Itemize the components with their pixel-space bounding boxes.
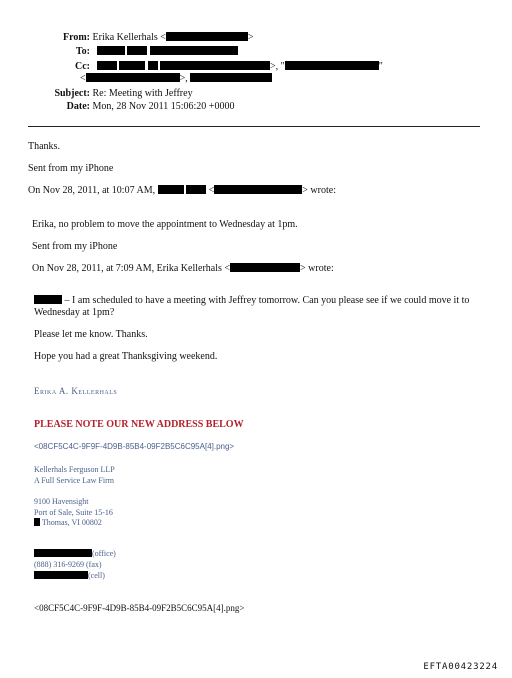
date-label: Date: <box>66 101 90 112</box>
cell-label: (cell) <box>88 571 105 580</box>
quoted2-line2: Wednesday at 1pm? <box>34 307 115 318</box>
redaction <box>285 61 379 70</box>
firm-name: Kellerhals Ferguson LLP <box>34 465 115 474</box>
phone-fax: (888) 316-9269 (fax) <box>34 560 102 569</box>
redaction <box>119 61 145 70</box>
quoted1-line: Erika, no problem to move the appointment to Wednesday at 1pm. <box>32 219 298 230</box>
redaction <box>186 185 206 194</box>
address-line-2: Port of Sale, Suite 15-16 <box>34 508 113 517</box>
signature-image-2: <08CF5C4C-9F9F-4D9B-85B4-09F2B5C6C95A[4].png> <box>34 603 245 613</box>
phone-cell <box>34 571 105 581</box>
from-value: Erika Kellerhals < <box>92 32 166 43</box>
signature-image-1: <08CF5C4C-9F9F-4D9B-85B4-09F2B5C6C95A[4].png> <box>34 442 235 451</box>
redaction <box>97 46 125 55</box>
redaction <box>166 32 248 41</box>
address-line-3 <box>34 518 102 528</box>
date-row <box>28 101 234 113</box>
subject-value: Re: Meeting with Jeffrey <box>92 88 193 99</box>
redaction <box>150 46 238 55</box>
wrote-lt: < <box>208 185 215 196</box>
redaction <box>127 46 147 55</box>
subject-row <box>28 88 193 100</box>
address-line-1: 9100 Havensight <box>34 497 89 506</box>
header-divider <box>28 126 480 127</box>
wrote-suffix: > wrote: <box>300 263 334 274</box>
firm-description: A Full Service Law Firm <box>34 476 114 485</box>
redaction <box>214 185 302 194</box>
from-label: From: <box>62 32 90 43</box>
to-label: To: <box>75 46 90 57</box>
wrote-prefix: On Nov 28, 2011, at 7:09 AM, Erika Kellerhals < <box>32 263 231 274</box>
quoted1-sent-from: Sent from my iPhone <box>32 241 118 252</box>
from-close: > <box>247 32 254 43</box>
reply-wrote-line <box>28 185 336 197</box>
date-value: Mon, 28 Nov 2011 15:06:20 +0000 <box>92 101 235 112</box>
cc-lt: < <box>80 73 86 84</box>
redaction <box>34 295 62 304</box>
wrote-suffix: > wrote: <box>302 185 336 196</box>
subject-label: Subject: <box>54 88 90 99</box>
cc-separator: " <box>378 61 383 72</box>
bates-number: EFTA00423224 <box>423 662 498 672</box>
quoted2-hope: Hope you had a great Thanksgiving weekend. <box>34 351 218 362</box>
quoted2-please: Please let me know. Thanks. <box>34 329 148 340</box>
redaction <box>148 61 158 70</box>
redaction <box>86 73 180 82</box>
redaction <box>34 549 92 557</box>
address-notice: PLEASE NOTE OUR NEW ADDRESS BELOW <box>34 419 244 430</box>
cc-separator: >, " <box>270 61 285 72</box>
from-row <box>28 32 254 44</box>
to-row <box>28 46 238 58</box>
address-city: Thomas, VI 00802 <box>40 518 102 527</box>
wrote-prefix: On Nov 28, 2011, at 10:07 AM, <box>28 185 156 196</box>
cc-row <box>28 61 383 73</box>
redaction <box>190 73 272 82</box>
signature-name: Erika A. Kellerhals <box>34 386 118 396</box>
reply-thanks: Thanks. <box>28 141 60 152</box>
redaction <box>160 61 270 70</box>
redaction <box>230 263 300 272</box>
redaction <box>158 185 184 194</box>
cc-separator: >, <box>179 73 191 84</box>
office-label: (office) <box>92 549 116 558</box>
cc-row-2 <box>80 73 272 85</box>
redaction <box>34 571 88 579</box>
reply-sent-from: Sent from my iPhone <box>28 163 114 174</box>
redaction <box>97 61 117 70</box>
quoted2-line1 <box>34 295 469 307</box>
quoted2-text: – I am scheduled to have a meeting with Jeffrey tomorrow. Can you please see if we could move it to <box>62 295 470 306</box>
quoted1-wrote-line <box>32 263 334 275</box>
phone-office <box>34 549 116 559</box>
cc-label: Cc: <box>75 61 90 72</box>
